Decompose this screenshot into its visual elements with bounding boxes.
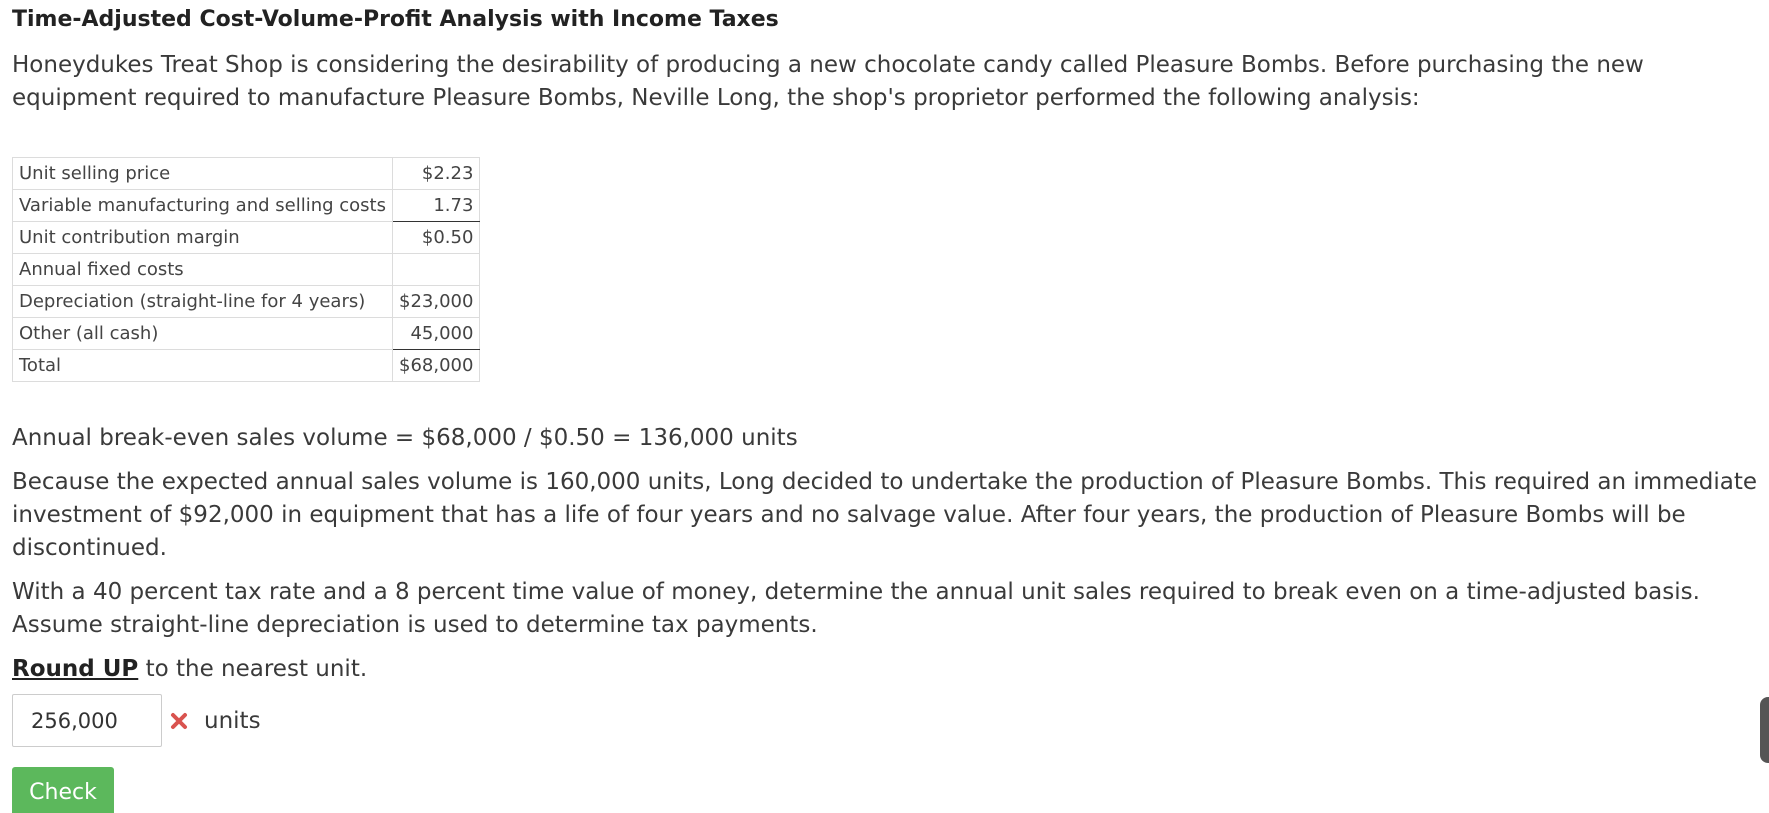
- answer-input[interactable]: [12, 694, 162, 747]
- row-value: $2.23: [393, 158, 480, 190]
- row-value: 1.73: [393, 190, 480, 222]
- row-label: Unit selling price: [13, 158, 393, 190]
- table-row: [13, 190, 480, 222]
- row-value: $0.50: [393, 222, 480, 254]
- table-row: [13, 254, 480, 286]
- row-label: Annual fixed costs: [13, 254, 393, 286]
- row-value: $23,000: [393, 286, 480, 318]
- row-label: Other (all cash): [13, 318, 393, 350]
- intro-paragraph: Honeydukes Treat Shop is considering the desirability of producing a new chocolate candy called Pleasure Bombs. Before purchasing the new equipment required to manufacture Pleasure Bombs, Neville Long, the shop's proprietor performed the following analysis:: [12, 52, 1644, 111]
- row-value: $68,000: [393, 350, 480, 382]
- row-label: Total: [13, 350, 393, 382]
- rounding-instruction: [12, 653, 1757, 686]
- row-label: Variable manufacturing and selling costs: [13, 190, 393, 222]
- round-rest-text: to the nearest unit.: [138, 656, 368, 682]
- round-up-emphasis: Round UP: [12, 656, 139, 682]
- problem-title: Time-Adjusted Cost-Volume-Profit Analysis with Income Taxes: [12, 7, 779, 32]
- table-row: [13, 158, 480, 190]
- check-button[interactable]: Check: [12, 767, 114, 813]
- instruction-paragraph: With a 40 percent tax rate and a 8 percent time value of money, determine the annual unit sales required to break even on a time-adjusted basis. Assume straight-line depreciation is used to determine tax payments.: [12, 579, 1700, 638]
- table-row: [13, 286, 480, 318]
- table-row: [13, 222, 480, 254]
- problem-container: [12, 0, 1757, 813]
- table-row: [13, 350, 480, 382]
- table-row: [13, 318, 480, 350]
- row-value: [393, 254, 480, 286]
- answer-row: [12, 694, 1757, 747]
- x-icon: [168, 710, 190, 732]
- row-label: Unit contribution margin: [13, 222, 393, 254]
- breakeven-statement: Annual break-even sales volume = $68,000 / $0.50 = 136,000 units: [12, 425, 798, 451]
- side-panel-handle[interactable]: [1760, 697, 1769, 763]
- row-value: 45,000: [393, 318, 480, 350]
- units-label: units: [204, 707, 261, 734]
- cvp-analysis-table: [12, 157, 480, 382]
- row-label: Depreciation (straight-line for 4 years): [13, 286, 393, 318]
- scenario-paragraph: Because the expected annual sales volume is 160,000 units, Long decided to undertake the production of Pleasure Bombs. This required an immediate investment of $92,000 in equipment that has a life of four years and no salvage value. After four years, the production of Pleasure Bombs will be discontinued.: [12, 469, 1758, 561]
